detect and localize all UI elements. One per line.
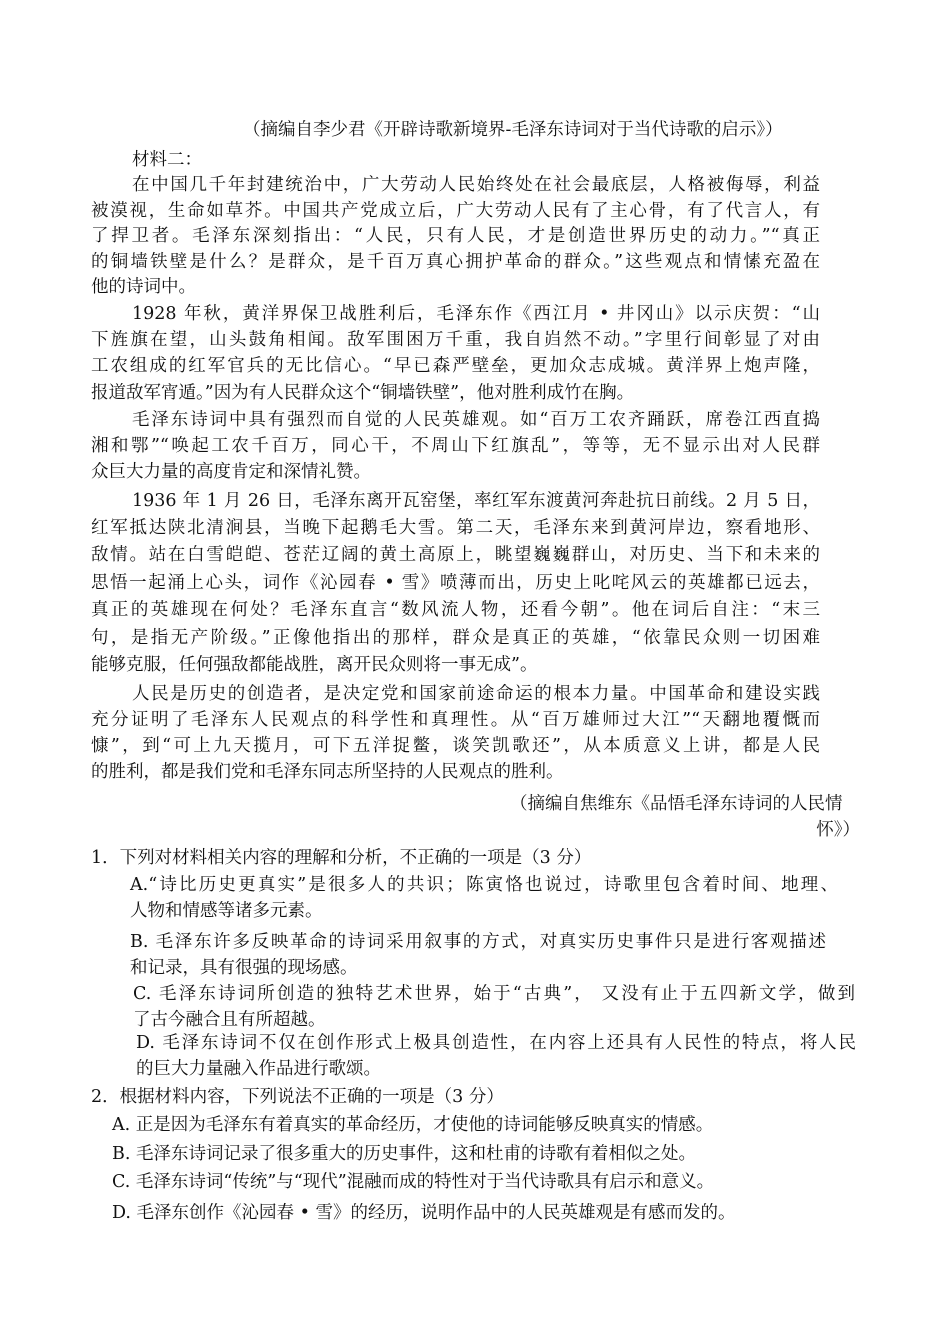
paragraph-line: 句，是指无产阶级。”正像他指出的那样，群众是真正的英雄，“依靠民众则一切困难 xyxy=(91,628,820,648)
paragraph-line: 1928 年秋，黄洋界保卫战胜利后，毛泽东作《西江月 • 井冈山》以示庆贺：“山 xyxy=(132,304,820,324)
paragraph-line: 了捍卫者。毛泽东深刻指出：“人民，只有人民，才是创造世界历史的动力。”“真正 xyxy=(91,226,820,246)
paragraph-line: 他的诗词中。 xyxy=(91,277,196,297)
paragraph-line: 湘和鄂”“唤起工农千百万，同心干，不周山下红旗乱”，等等，无不显示出对人民群 xyxy=(91,436,820,456)
paragraph-line: 工农组成的红军官兵的无比信心。“早已森严壁垒，更加众志成城。黄洋界上炮声隆， xyxy=(91,356,820,376)
option-d: D. 毛泽东创作《沁园春 • 雪》的经历，说明作品中的人民英雄观是有感而发的。 xyxy=(112,1203,736,1223)
paragraph-line: 1936 年 1 月 26 日，毛泽东离开瓦窑堡，率红军东渡黄河奔赴抗日前线。2 月 5 日， xyxy=(132,491,820,511)
paragraph-line: 的铜墙铁壁是什么？是群众，是千百万真心拥护革命的群众。”这些观点和情愫充盈在 xyxy=(91,252,820,272)
option-line: 人物和情感等诸多元素。 xyxy=(130,901,323,921)
option-line: 的巨大力量融入作品进行歌颂。 xyxy=(136,1059,381,1079)
paragraph-line: 人民是历史的创造者，是决定党和国家前途命运的根本力量。中国革命和建设实践 xyxy=(132,684,820,704)
paragraph-line: 下旌旗在望，山头鼓角相闻。敌军围困万千重，我自岿然不动。”字里行间彰显了对由 xyxy=(91,330,820,350)
question-stem: 2．根据材料内容，下列说法不正确的一项是（3 分） xyxy=(91,1087,504,1107)
option-line: B. 毛泽东许多反映革命的诗词采用叙事的方式，对真实历史事件只是进行客观描述 xyxy=(130,932,826,952)
material-two-heading: 材料二： xyxy=(132,150,202,170)
paragraph-line: 慷”，到“可上九天揽月，可下五洋捉鳖，谈笑凯歌还”，从本质意义上讲，都是人民 xyxy=(91,736,820,756)
paragraph-line: 充分证明了毛泽东人民观点的科学性和真理性。从“百万雄师过大江”“天翻地覆慨而 xyxy=(91,710,820,730)
option-line: 和记录，具有很强的现场感。 xyxy=(130,958,358,978)
paragraph-line: 报道敌军宵遁。”因为有人民群众这个“铜墙铁壁”，他对胜利成竹在胸。 xyxy=(91,383,635,403)
paragraph-line: 能够克服，任何强敌都能战胜，离开民众则将一事无成”。 xyxy=(91,655,538,675)
option-line: C. 毛泽东诗词所创造的独特艺术世界，始于“古典”， 又没有止于五四新文学，做到 xyxy=(133,984,855,1004)
paragraph-line: 真正的英雄现在何处？毛泽东直言“数风流人物，还看今朝”。他在词后自注：“末三 xyxy=(91,600,820,620)
paragraph-line: 毛泽东诗词中具有强烈而自觉的人民英雄观。如“百万工农齐踊跃，席卷江西直捣 xyxy=(132,410,820,430)
option-a: A. 正是因为毛泽东有着真实的革命经历，才使他的诗词能够反映真实的情感。 xyxy=(112,1115,714,1135)
paragraph-line: 在中国几千年封建统治中，广大劳动人民始终处在社会最底层，人格被侮辱，利益 xyxy=(132,175,820,195)
material-one-source: （摘编自李少君《开辟诗歌新境界-毛泽东诗词对于当代诗歌的启示》） xyxy=(243,120,783,140)
option-c: C. 毛泽东诗词“传统”与“现代”混融而成的特性对于当代诗歌具有启示和意义。 xyxy=(112,1172,715,1192)
paragraph-line: 众巨大力量的高度肯定和深情礼赞。 xyxy=(91,462,371,482)
option-line: 了古今融合且有所超越。 xyxy=(133,1010,326,1030)
material-two-source-cont: 怀》） xyxy=(816,820,860,840)
question-stem: 1．下列对材料相关内容的理解和分析，不正确的一项是（3 分） xyxy=(91,848,592,868)
paragraph-line: 红军抵达陕北清涧县，当晚下起鹅毛大雪。第二天，毛泽东来到黄河岸边，察看地形、 xyxy=(91,518,820,538)
paragraph-line: 敌情。站在白雪皑皑、苍茫辽阔的黄土高原上，眺望巍巍群山，对历史、当下和未来的 xyxy=(91,545,820,565)
option-line: A.“诗比历史更真实”是很多人的共识；陈寅恪也说过，诗歌里包含着时间、地理、 xyxy=(130,875,838,895)
material-two-source: （摘编自焦维东《品悟毛泽东诗词的人民情 xyxy=(510,794,843,814)
option-b: B. 毛泽东诗词记录了很多重大的历史事件，这和杜甫的诗歌有着相似之处。 xyxy=(112,1144,696,1164)
paragraph-line: 的胜利，都是我们党和毛泽东同志所坚持的人民观点的胜利。 xyxy=(91,762,564,782)
paragraph-line: 思悟一起涌上心头，词作《沁园春 • 雪》喷薄而出，历史上叱咤风云的英雄都已远去， xyxy=(91,573,820,593)
paragraph-line: 被漠视，生命如草芥。中国共产党成立后，广大劳动人民有了主心骨，有了代言人，有 xyxy=(91,201,820,221)
option-line: D. 毛泽东诗词不仅在创作形式上极具创造性，在内容上还具有人民性的特点，将人民 xyxy=(136,1033,856,1053)
